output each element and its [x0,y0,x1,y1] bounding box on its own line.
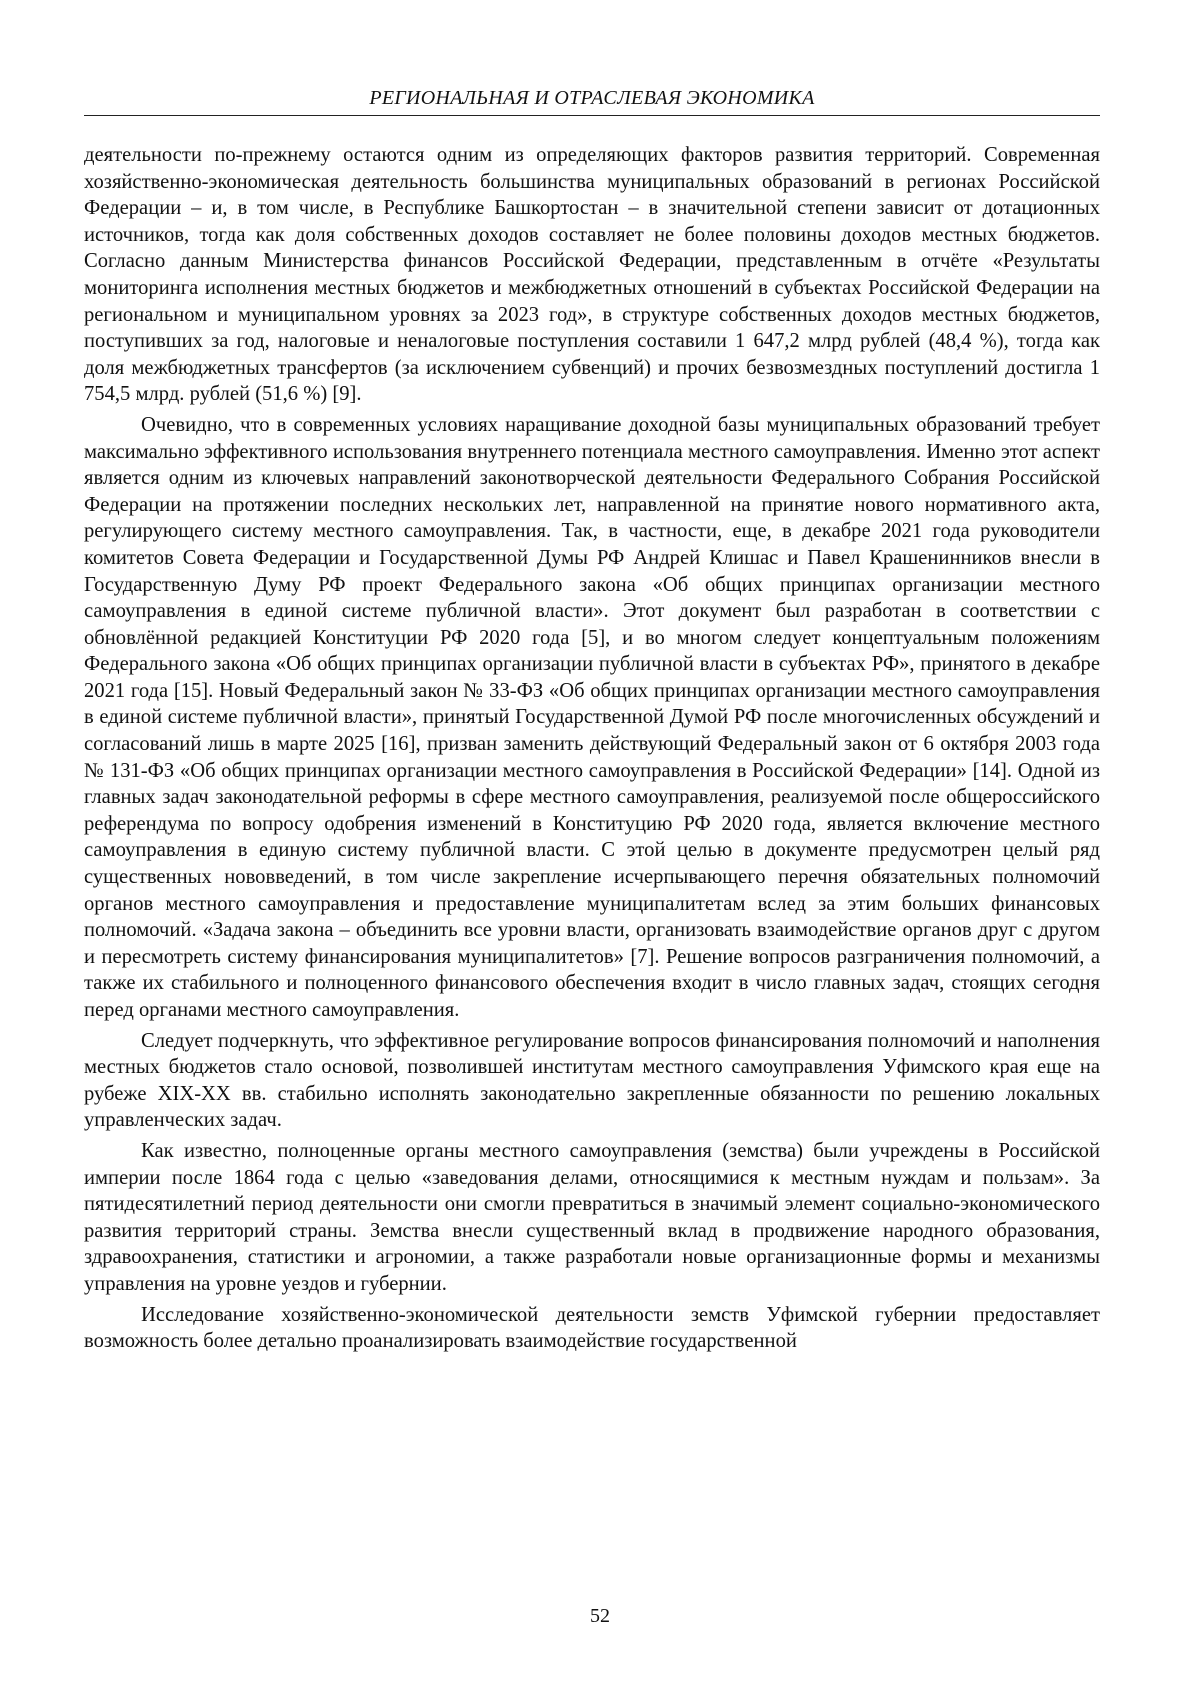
header-divider [84,115,1100,116]
paragraph-continuation: деятельности по-прежнему остаются одним из определяющих факторов развития территорий. Современная хозяйственно-экономическая деятельность большинства муниципальных образований в регионах Российской Федерации – и, в том числе, в Республике Башкортостан – в значительной степени зависит от дотационных источников, тогда как доля собственных доходов составляет не более половины доходов местных бюджетов. Согласно данным Министерства финансов Российской Федерации, представленным в отчёте «Результаты мониторинга исполнения местных бюджетов и межбюджетных отношений в субъектах Российской Федерации на региональном и муниципальном уровнях за 2023 год», в структуре собственных доходов местных бюджетов, поступивших за год, налоговые и неналоговые поступления составили 1 647,2 млрд рублей (48,4 %), тогда как доля межбюджетных трансфертов (за исключением субвенций) и прочих безвозмездных поступлений достигла 1 754,5 млрд. рублей (51,6 %) [9]. [84,144,1100,406]
running-header-title: РЕГИОНАЛЬНАЯ И ОТРАСЛЕВАЯ ЭКОНОМИКА [369,87,815,109]
paragraph: Следует подчеркнуть, что эффективное регулирование вопросов финансирования полномочий и наполнения местных бюджетов стало основой, позволившей институтам местного самоуправления Уфимского края еще на рубеже XIX-XX вв. стабильно исполнять законодательно закрепленные обязанности по решению локальных управленческих задач. [84,1029,1100,1132]
article-body [84,142,1100,1355]
paragraph: Очевидно, что в современных условиях наращивание доходной базы муниципальных образований требует максимально эффективного использования внутреннего потенциала местного самоуправления. Именно этот аспект является одним из ключевых направлений законотворческой деятельности Федерального Собрания Российской Федерации на протяжении последних нескольких лет, направленной на принятие нового нормативного акта, регулирующего систему местного самоуправления. Так, в частности, еще, в декабре 2021 года руководители комитетов Совета Федерации и Государственной Думы РФ Андрей Клишас и Павел Крашенинников внесли в Государственную Думу РФ проект Федерального закона «Об общих принципах организации местного самоуправления в единой системе публичной власти». Этот документ был разработан в соответствии с обновлённой редакцией Конституции РФ 2020 года [5], и во многом следует концептуальным положениям Федерального закона «Об общих принципах организации публичной власти в субъектах РФ», принятого в декабре 2021 года [15]. Новый Федеральный закон № 33-ФЗ «Об общих принципах организации местного самоуправления в единой системе публичной власти», принятый Государственной Думой РФ после многочисленных обсуждений и согласований лишь в марте 2025 [16], призван заменить действующий Федеральный закон от 6 октября 2003 года № 131-ФЗ «Об общих принципах организации местного самоуправления в Российской Федерации» [14]. Одной из главных задач законодательной реформы в сфере местного самоуправления, реализуемой после общероссийского референдума по вопросу одобрения изменений в Конституцию РФ 2020 года, является включение местного самоуправления в единую систему публичной власти. С этой целью в документе предусмотрен целый ряд существенных нововведений, в том числе закрепление исчерпывающего перечня обязательных полномочий органов местного самоуправления и предоставление муниципалитетам вслед за этим больших финансовых полномочий. «Задача закона – объединить все уровни власти, организовать взаимодействие органов друг с другом и пересмотреть систему финансирования муниципалитетов» [7]. Решение вопросов разграничения полномочий, а также их стабильного и полноценного финансового обеспечения входит в число главных задач, стоящих сегодня перед органами местного самоуправления. [84,413,1100,1021]
paragraph: Исследование хозяйственно-экономической деятельности земств Уфимской губернии предоставляет возможность более детально проанализировать взаимодействие государственной [84,1303,1100,1353]
page-number: 52 [590,1605,610,1627]
paragraph: Как известно, полноценные органы местного самоуправления (земства) были учреждены в Российской империи после 1864 года с целью «заведования делами, относящимися к местным нуждам и пользам». За пятидесятилетний период деятельности они смогли превратиться в значимый элемент социально-экономического развития территорий страны. Земства внесли существенный вклад в продвижение народного образования, здравоохранения, статистики и агрономии, а также разработали новые организационные формы и механизмы управления на уровне уездов и губернии. [84,1139,1100,1295]
